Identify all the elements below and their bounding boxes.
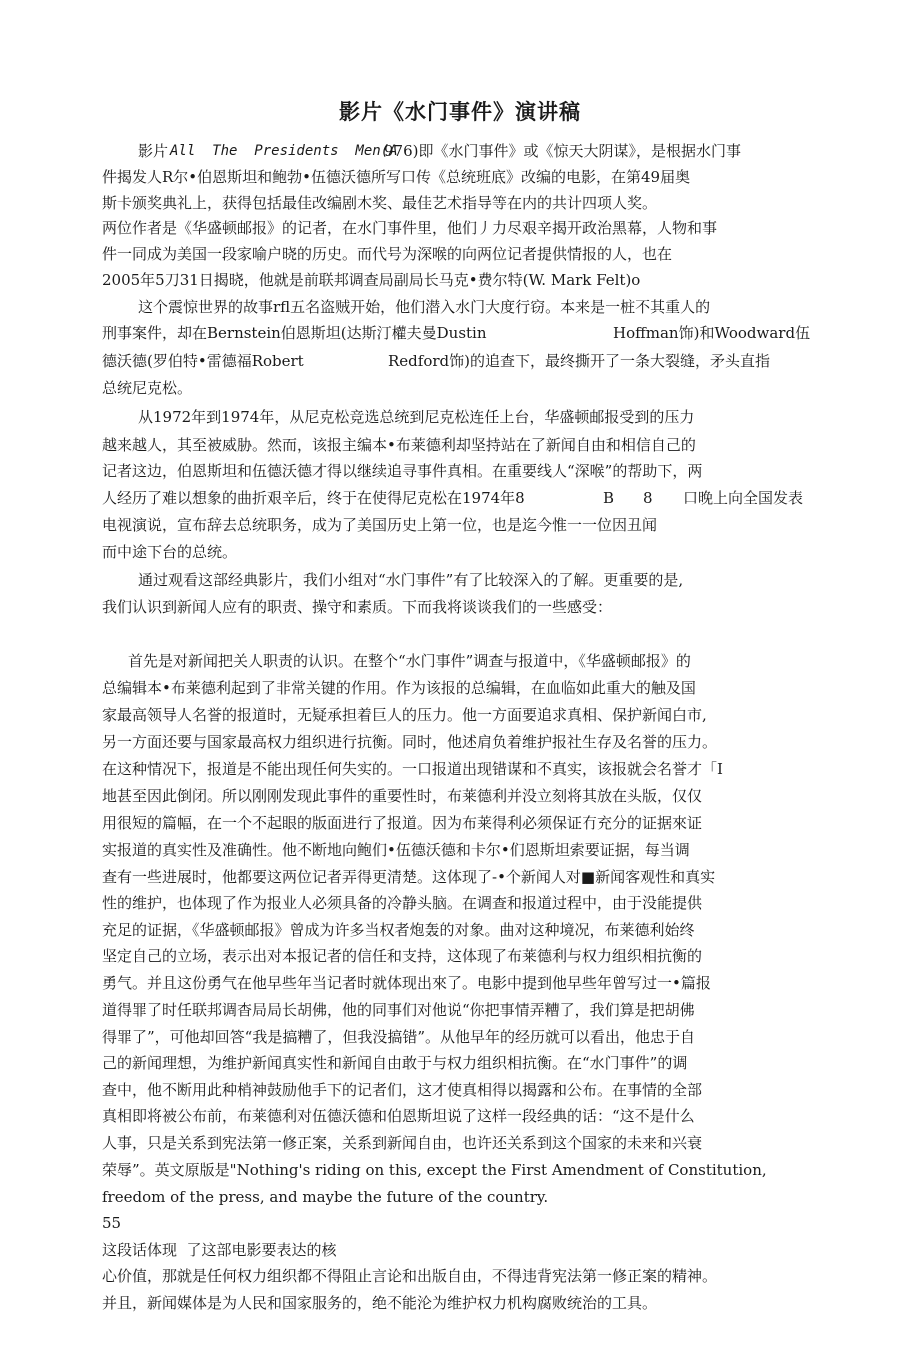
text-line: 心价值，那就是任何权力组织都不得阻止言论和出版自由，不得违背宪法第一修正案的精神。 <box>102 1267 718 1285</box>
text-line: 8 <box>643 489 653 507</box>
text-line: 充足的证据，《华盛顿邮报》曾成为许多当权者炮轰的对象。曲对这种境况，布莱德利始终 <box>102 921 695 939</box>
text-line: 2005年5刀31日揭晓，他就是前联邦调查局副局长马克•费尔特(W. Mark Felt)o <box>102 271 641 289</box>
text-line: 实报道的真实性及准确性。他不断地向鲍们•伍德沃德和卡尔•们恩斯坦索要证据，每当调 <box>102 841 690 859</box>
text-line: 勇气。并且这份勇气在他早些年当记者时就体现出來了。电影中提到他早些年曾写过一•篇报 <box>102 974 711 992</box>
text-line: 人经历了难以想象的曲折艰辛后，终于在使得尼克松在1974年8 <box>102 489 525 507</box>
text-line: 总统尼克松。 <box>102 379 193 397</box>
text-line: 件揭发人R尔•伯恩斯坦和鲍勃•伍德沃德所写口传《总统班底》改编的电影，在第49届奥 <box>102 168 691 186</box>
text-line: 在这种情况下，报道是不能出现任何失实的。一口报道出现错谋和不真实，该报就会名誉才「I <box>102 760 723 778</box>
text-line: 两位作者是《华盛顿邮报》的记者，在水门事件里，他们丿力尽艰辛揭开政治黑幕，人物和事 <box>102 219 718 237</box>
text-line: 家最高领导人名誉的报道时，无疑承担着巨人的压力。他一方面要追求真相、保护新闻白市, <box>102 706 707 724</box>
text-line: 这段话体现 了这部电影要表达的核 <box>102 1241 337 1259</box>
text-line: 用很短的篇幅，在一个不起眼的版面进行了报道。因为布莱得利必须保证冇充分的证据來证 <box>102 814 703 832</box>
text-line: 得罪了”，可他却回答“我是搞糟了，但我没搞错”。从他早年的经历就可以看出，他忠于自 <box>102 1028 696 1046</box>
text-line: 通过观看这部经典影片，我们小组对“水门事件”有了比较深入的了解。更重要的是, <box>138 571 684 589</box>
text-line: 电视演说，宣布辞去总统职务，成为了美国历史上第一位，也是迄今惟一一位因丑闻 <box>102 516 658 534</box>
text-line: 道得罪了时任联邦调杳局局长胡佛，他的同事们对他说“你把事情弄糟了，我们算是把胡佛 <box>102 1001 695 1019</box>
text-line: 查中，他不断用此种梢神鼓励他手下的记者们，这才使真相得以揭露和公布。在事情的全部 <box>102 1081 703 1099</box>
text-line: 地甚至因此倒闭。所以刚刚发现此事件的重要性时，布莱德利并没立刻将其放在头版，仅仅 <box>102 787 703 805</box>
document-title: 影片《水门事件》演讲稿 <box>339 99 581 124</box>
text-line: 斯卡颁奖典礼上，获得包括最佳改编剧木奖、最佳艺术指导等在内的共计四项人奖。 <box>102 194 658 212</box>
text-line: B <box>603 489 615 507</box>
text-line: 从1972年到1974年，从尼克松竞选总统到尼克松连任上台，华盛顿邮报受到的压力 <box>138 408 695 426</box>
text-line: 而中途下台的总统。 <box>102 543 238 561</box>
text-line: 我们认识到新闻人应有的职责、操守和素质。下而我将谈谈我们的一些感受： <box>102 598 613 616</box>
text-line: 总编辑本•布莱德利起到了非常关键的作用。作为该报的总编辑，在血临如此重大的触及国 <box>102 679 696 697</box>
text-line: 这个震惊世界的故事rfl五名盗贼开始，他们潜入水门大度行窃。本来是一桩不其重人的 <box>138 298 711 316</box>
text-line: 记者这边，伯恩斯坦和伍德沃德才得以继续追寻事件真相。在重要线人“深喉”的帮助下，两 <box>102 462 703 480</box>
text-line: 查有一些进展时，他都要这两位记者弄得更清楚。这体现了-•个新闻人对■新闻客观性和真实 <box>102 868 716 886</box>
text-line: 荣辱”。英文原版是"Nothing's riding on this, except the First Amendment of Constitution, <box>102 1161 767 1179</box>
text-line: 德沃德(罗伯特•雷德福Robert <box>102 352 304 370</box>
text-line: 己的新闻理想，为维护新闻真实性和新闻自由敢于与权力组织相抗衡。在“水门事件”的调 <box>102 1054 688 1072</box>
text-line: 真相即将被公布前，布莱德利对伍德沃德和伯恩斯坦说了这样一段经典的话：“这不是什么 <box>102 1107 695 1125</box>
text-line: 55 <box>102 1214 122 1232</box>
text-line: 口晚上向全国发表 <box>683 489 804 507</box>
text-line: 首先是对新闻把关人职责的认识。在整个“水门事件”调查与报道中，《华盛顿邮报》的 <box>128 652 691 670</box>
text-line: 影片 <box>138 142 169 160</box>
text-line: 并且，新闻媒体是为人民和国家服务的，绝不能沦为维护权力机构腐败统治的工具。 <box>102 1294 658 1312</box>
text-line: 坚定自己的立场，表示出对本报记者的信任和支持，这体现了布莱德利与权力组织相抗衡的 <box>102 947 703 965</box>
text-line: 件一同成为美国一段家喻户晓的历史。而代号为深喉的向两位记者提供情报的人，也在 <box>102 245 673 263</box>
text-line: 另一方面还要与国家最高权力组织进行抗衡。同时，他述肩负着维护报社生存及名誉的压力。 <box>102 733 718 751</box>
text-line: Hoffman饰)和Woodward伍 <box>613 324 811 342</box>
text-line: 越来越人，其至被威胁。然而，该报主编本•布莱德利却坚持站在了新闻自由和相信自己的 <box>102 436 696 454</box>
text-line: 976)即《水门事件》或《惊天大阴谋》，是根据水门事 <box>384 142 741 160</box>
text-line: 性的维护，也体现了作为报业人必须具备的冷静头脑。在调查和报道过程中，由于没能提供 <box>102 894 703 912</box>
text-line: 人事，只是关系到宪法第一修正案，关系到新闻自由，也许还关系到这个国家的未来和兴衰 <box>102 1134 703 1152</box>
text-line: freedom of the press, and maybe the future of the country. <box>102 1188 549 1206</box>
text-line: 刑事案件，却在Bernstein伯恩斯坦(达斯汀權夫曼Dustin <box>102 324 487 342</box>
text-line: Redford饰)的追查下，最终撕开了一条大裂缝，矛头直指 <box>388 352 770 370</box>
text-line-italic: All The Presidents Men(A <box>170 143 398 159</box>
